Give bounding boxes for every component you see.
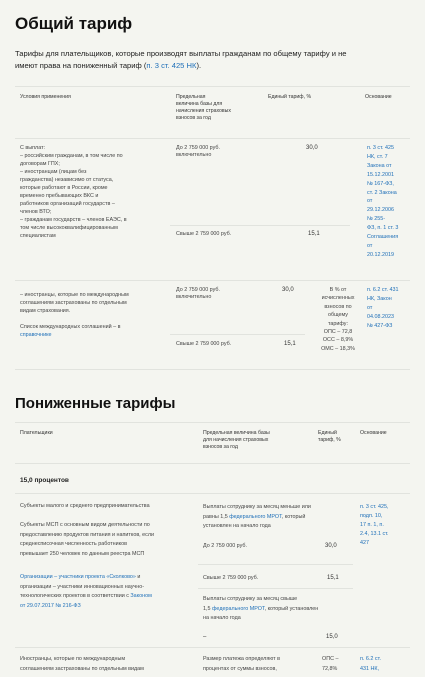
law-link[interactable]: Законом <box>130 593 152 599</box>
header-conditions: Условия применения <box>20 94 71 100</box>
row1-basis-link[interactable]: п. 3 ст. 425 НК, ст. 7 Закона от 15.12.2001 № 167-ФЗ, ст. 2 Закона от 29.12.2006 № 255- ФЗ, п. 1 ст. 3 Соглашения от 20.12.2019 <box>367 145 399 258</box>
r3-basis-link[interactable]: п. 6.2 ст. 431 НК, <box>360 656 381 672</box>
divider <box>170 225 350 226</box>
row1-conditions: С выплат: – российским гражданам, в том числе по договорам ГПХ; – иностранцам (лицам без гражданства) независимо от статуса, которые работают в России, кроме временно пребывающих ВКС и работников организаций государств – членов ВТО; – гражданам государств – членов ЕАЭС, в том числе высококвалифицированным специалистам <box>20 145 127 239</box>
section-15-percent: 15,0 процентов <box>20 477 69 484</box>
divider <box>15 647 410 648</box>
r3-base: Размер платежа определяют в процентах от суммы взносов, <box>203 656 280 672</box>
payer-foreigners: Иностранцы, которые по международным соглашениям застрахованы по отдельным видам <box>20 656 144 672</box>
general-intro-link[interactable]: п. 3 ст. 425 НК <box>146 61 197 70</box>
row2-base-b: Свыше 2 759 000 руб. <box>176 341 232 347</box>
header-reduced-base: Предельная величина базы для начисления страховых взносов за год <box>203 430 270 450</box>
skolkovo-link[interactable]: Организации – участники проекта «Сколково» <box>20 574 136 580</box>
r1-basis-link[interactable]: п. 3 ст. 425, подп. 10, 17 п. 1, п. 2.4, 13.1 ст. 427 <box>360 504 389 546</box>
r2-base-d: Выплаты сотруднику за месяц свыше 1,5 федерального МРОТ, который установлен на начало года <box>203 596 319 621</box>
general-intro-line2 <box>15 60 201 72</box>
payer-skolkovo: Организации – участники проекта «Сколково» и организации – участники инновационных научно- технологических проектов в соответствии с Законом от 29.07.2017 № 216-ФЗ <box>20 573 152 611</box>
row1-base-b: Свыше 2 759 000 руб. <box>176 231 232 237</box>
header-reduced-basis: Основание <box>360 430 387 436</box>
reduced-tariffs-title: Пониженные тарифы <box>15 395 176 412</box>
row2-list: Список международных соглашений – в справочнике <box>20 324 121 338</box>
r1-rate-b: 30,0 <box>325 543 337 549</box>
divider <box>15 369 410 370</box>
divider <box>15 280 410 281</box>
divider <box>198 588 353 589</box>
r2-base-c: Свыше 2 759 000 руб. <box>203 575 259 581</box>
row2-rate-a: 30,0 <box>282 287 294 293</box>
divider <box>15 422 410 423</box>
r2-rate-d: 15,0 <box>326 634 338 640</box>
row2-conditions: – иностранцы, которые по международным соглашениям застрахованы по отдельным видам страхования. <box>20 292 129 314</box>
row2-rate-b: 15,1 <box>284 341 296 347</box>
payer-smb: Субъекты малого и среднего предпринимательства <box>20 503 150 509</box>
row2-basis-link[interactable]: п. 6.2 ст. 431 НК, Закон от 04.08.2023 № 427-ФЗ <box>367 287 399 329</box>
divider <box>198 564 353 565</box>
r2-rate-c: 15,1 <box>327 575 339 581</box>
row1-base-a: До 2 759 000 руб. включительно <box>176 145 220 159</box>
r3-rate: ОПС – 72,8% <box>322 656 339 672</box>
r2-dash: – <box>203 634 207 640</box>
divider <box>15 138 410 139</box>
header-rate: Единый тариф, % <box>268 94 312 100</box>
mrot-link[interactable]: федерального МРОТ <box>229 513 282 520</box>
payer-smb-food: Субъекты МСП с основным видом деятельности по предоставлению продуктов питания и напитков, если среднесписочная численность работников превышает 250 человек по данным реестра МСП <box>20 522 155 557</box>
mrot-link-2[interactable]: федерального МРОТ <box>212 605 265 612</box>
row2-split: В % от исчисленных взносов по общему тарифу: ОПС – 72,8 ОСС – 8,9% ОМС – 18,3% <box>321 287 355 352</box>
directory-link[interactable]: справочнике <box>20 332 52 338</box>
header-base: Предельная величина базы для начисления страховых взносов за год <box>176 94 231 121</box>
divider <box>15 493 410 494</box>
general-intro-line1: Тарифы для плательщиков, которые производят выплаты гражданам по общему тарифу и не <box>15 49 347 58</box>
general-tariff-title: Общий тариф <box>15 14 133 33</box>
divider <box>15 463 410 464</box>
law-date-link[interactable]: от 29.07.2017 № 216-ФЗ <box>20 602 81 609</box>
header-payers: Плательщики <box>20 430 53 436</box>
general-intro-end: ). <box>196 61 202 70</box>
header-reduced-rate: Единый тариф, % <box>318 430 341 443</box>
divider <box>170 334 305 335</box>
divider <box>15 86 410 87</box>
general-intro-text: имеют права на пониженный тариф ( <box>15 61 147 70</box>
row1-rate-b: 15,1 <box>308 231 320 237</box>
row2-base-a: До 2 759 000 руб. включительно <box>176 287 220 301</box>
header-basis: Основание <box>365 94 392 100</box>
r1-base-a: Выплаты сотруднику за месяц меньше или равны 1,5 федерального МРОТ, который установлен на начало года <box>203 504 311 529</box>
row1-rate-a: 30,0 <box>306 145 318 151</box>
r1-base-b: До 2 759 000 руб. <box>203 543 247 549</box>
